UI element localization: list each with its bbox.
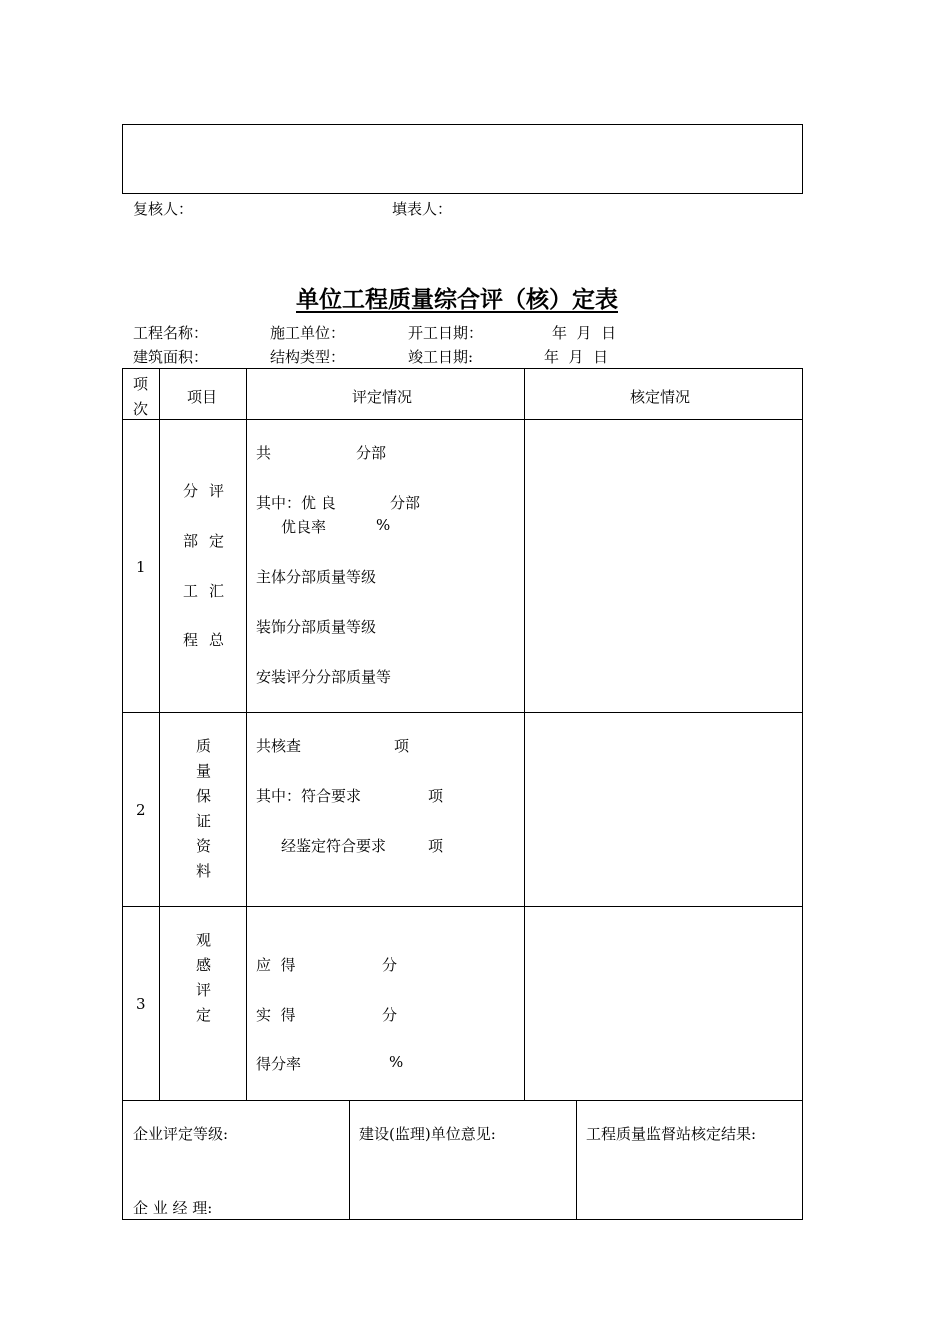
row1-item-char: 定 <box>209 532 225 550</box>
start-date-ymd: 年 月 日 <box>552 324 617 342</box>
row2-number: 2 <box>136 801 146 819</box>
row1-among: 其中：优 良 <box>256 494 336 512</box>
enterprise-manager-label: 企 业 经 理: <box>133 1199 213 1217</box>
row2-item-char: 质 <box>196 737 212 755</box>
col-divider-1 <box>159 368 160 1100</box>
row2-divider <box>122 906 803 907</box>
row1-item-char: 评 <box>209 482 225 500</box>
row1-among-unit: 分部 <box>390 494 421 512</box>
bottom-divider-1 <box>349 1100 350 1220</box>
row3-number: 3 <box>136 995 146 1013</box>
bottom-divider-2 <box>576 1100 577 1220</box>
row3-should-unit: 分 <box>382 956 398 974</box>
row1-main: 主体分部质量等级 <box>256 568 377 586</box>
row1-install: 安装评分分部质量等 <box>256 668 392 686</box>
row3-divider <box>122 1100 803 1101</box>
page-title: 单位工程质量综合评（核）定表 <box>296 287 618 313</box>
row2-checked-unit: 项 <box>394 737 410 755</box>
station-result-label: 工程质量监督站核定结果: <box>586 1125 757 1143</box>
row1-number: 1 <box>136 558 146 576</box>
start-date-label: 开工日期： <box>408 324 484 342</box>
row1-item-char: 分 <box>183 482 199 500</box>
row3-item-char: 评 <box>196 981 212 999</box>
construction-unit-label: 施工单位： <box>270 324 346 342</box>
row2-item-char: 保 <box>196 787 212 805</box>
row3-item-char: 定 <box>196 1006 212 1024</box>
row3-item-char: 感 <box>196 956 212 974</box>
row2-appraised: 经鉴定符合要求 <box>281 837 387 855</box>
row3-rate: 得分率 <box>256 1055 302 1073</box>
header-evaluation: 评定情况 <box>352 388 413 406</box>
col-divider-2 <box>246 368 247 1100</box>
row1-total: 共 <box>256 444 272 462</box>
enterprise-grade-label: 企业评定等级: <box>133 1125 229 1143</box>
row1-item-char: 程 <box>183 631 199 649</box>
building-area-label: 建筑面积： <box>133 348 209 366</box>
header-divider <box>122 419 803 420</box>
row2-meets: 其中：符合要求 <box>256 787 362 805</box>
row1-item-char: 部 <box>183 532 199 550</box>
row1-item-char: 总 <box>209 631 225 649</box>
top-remarks-box <box>122 124 803 194</box>
row2-item-char: 量 <box>196 762 212 780</box>
row2-checked: 共核查 <box>256 737 302 755</box>
header-item: 项目 <box>187 388 218 406</box>
row2-appraised-unit: 项 <box>428 837 444 855</box>
row3-should: 应 得 <box>256 956 296 974</box>
row3-actual-unit: 分 <box>382 1006 398 1024</box>
row2-meets-unit: 项 <box>428 787 444 805</box>
structure-type-label: 结构类型： <box>270 348 346 366</box>
header-item-no-1: 项 <box>133 375 149 393</box>
row1-rate: 优良率 <box>281 518 327 536</box>
row1-item-char: 工 <box>183 582 199 600</box>
row1-item-char: 汇 <box>209 582 225 600</box>
row3-rate-unit: % <box>389 1053 404 1071</box>
row1-decoration: 装饰分部质量等级 <box>256 618 377 636</box>
row1-total-unit: 分部 <box>356 444 387 462</box>
col-divider-3 <box>524 368 525 1100</box>
row3-item-char: 观 <box>196 931 212 949</box>
evaluation-table <box>122 368 803 1220</box>
filler-label: 填表人： <box>392 200 453 218</box>
project-name-label: 工程名称： <box>133 324 209 342</box>
row1-rate-unit: % <box>376 516 391 534</box>
header-verification: 核定情况 <box>630 388 691 406</box>
reviewer-label: 复核人： <box>133 200 194 218</box>
supervisor-opinion-label: 建设(监理)单位意见: <box>359 1125 496 1143</box>
row2-item-char: 料 <box>196 862 212 880</box>
row1-divider <box>122 712 803 713</box>
row2-item-char: 资 <box>196 837 212 855</box>
completion-date-label: 竣工日期: <box>408 348 474 366</box>
header-item-no-2: 次 <box>133 400 149 418</box>
row2-item-char: 证 <box>196 812 212 830</box>
completion-date-ymd: 年 月 日 <box>544 348 609 366</box>
row3-actual: 实 得 <box>256 1006 296 1024</box>
